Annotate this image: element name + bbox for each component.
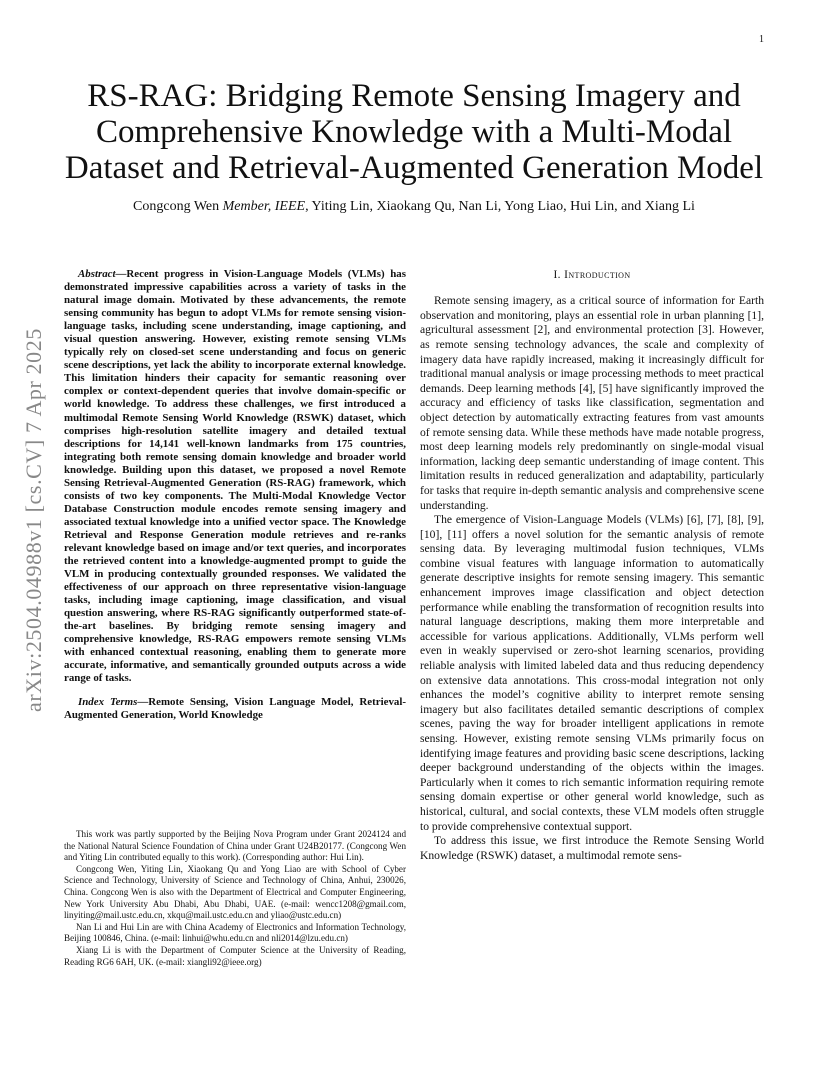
index-terms-lead: Index Terms <box>78 695 138 708</box>
author-list <box>60 198 768 216</box>
arxiv-stamp <box>21 290 45 750</box>
author-first: Congcong Wen <box>133 199 220 214</box>
intro-paragraph: The emergence of Vision-Language Models (VLMs) [6], [7], [8], [9], [10], [11] offers a novel solution for the semantic analysis of remote sensing data. By leveraging multimodal fusion techniques, VLMs combine visual features with language information to automatically generate descriptive insights for remote sensing imagery. This semantic enhancement improves image classification and object detection performance while enabling the transformation of recognition results into natural language descriptions, making them more interpretable and accessible for various applications. Additionally, VLMs perform well even in weakly supervised or zero-shot learning scenarios, providing reliable analysis with limited labeled data and thus reducing dependency on extensive data annotations. This cross-modal integration not only enhances the model’s cognitive ability to interpret remote sensing imagery but also facilitates detailed semantic descriptions of complex scenes, paving the way for broader intelligent applications in remote sensing. However, existing remote sensing VLMs primarily focus on identifying image features and providing basic scene descriptions, lacking deeper background understanding of the objects within the images. Particularly when it comes to rich semantic information requiring remote sensing domain expertise or other general world knowledge, such as historical, cultural, and social contexts, these VLM models often struggle to provide comprehensive contextual support. <box>420 513 764 833</box>
left-column <box>64 268 406 722</box>
footnotes <box>64 829 406 968</box>
author-first-role: Member, IEEE <box>222 199 306 214</box>
abstract-text: —Recent progress in Vision-Language Models (VLMs) has demonstrated impressive capabilities across a variety of tasks in the natural image domain. Motivated by these advancements, the remote sensing community has begun to adopt VLMs for remote sensing vision-language tasks, including scene understanding, image captioning, and visual question answering. However, existing remote sensing VLMs typically rely on closed-set scene understanding and focus on generic scene descriptions, yet lack the ability to incorporate external knowledge. This limitation hinders their capacity for semantic reasoning over complex or context-dependent queries that involve domain-specific or world knowledge. To address these challenges, we first introduced a multimodal Remote Sensing World Knowledge (RSWK) dataset, which comprises high-resolution satellite imagery and detailed textual descriptions for 14,141 well-known landmarks from 175 countries, integrating both remote sensing domain knowledge and broader world knowledge. Building upon this dataset, we proposed a novel Remote Sensing Retrieval-Augmented Generation (RS-RAG) framework, which consists of two key components. The Multi-Modal Knowledge Vector Database Construction module encodes remote sensing imagery and associated textual knowledge into a unified vector space. The Knowledge Retrieval and Response Generation module retrieves and re-ranks relevant knowledge based on image and/or text queries, and incorporates the retrieved content into a knowledge-augmented prompt to guide the VLM in producing contextually grounded responses. We validated the effectiveness of our approach on three representative vision-language tasks, including image captioning, image classification, and visual question answering, where RS-RAG significantly outperformed state-of-the-art baselines. By bridging remote sensing imagery and comprehensive knowledge, RS-RAG empowers remote sensing VLMs with enhanced contextual reasoning, enabling them to generate more accurate, informative, and semantically grounded outputs across a wide range of tasks. <box>64 268 406 685</box>
footnote-funding: This work was partly supported by the Beijing Nova Program under Grant 2024124 and the National Natural Science Foundation of China under Grant U24B20177. (Congcong Wen and Yiting Lin contributed equally to this work). (Corresponding author: Hui Lin). <box>64 829 406 863</box>
abstract <box>64 268 406 686</box>
footnote-affiliation-ustc: Congcong Wen, Yiting Lin, Xiaokang Qu and Yong Liao are with School of Cyber Science and Technology, University of Science and Technology of China, Anhui, 230026, China. Congcong Wen is also with the Department of Electrical and Computer Engineering, New York University Abu Dhabi, Abu Dhabi, UAE. (e-mail: wencc1208@gmail.com, linyiting@mail.ustc.edu.cn, xkqu@mail.ustc.edu.cn and yliao@ustc.edu.cn) <box>64 863 406 921</box>
intro-paragraph: To address this issue, we first introduce the Remote Sensing World Knowledge (RSWK) dataset, a multimodal remote sens- <box>420 834 764 862</box>
footnote-affiliation-caeit: Nan Li and Hui Lin are with China Academy of Electronics and Information Technology, Beijing 100846, China. (e-mail: linhui@whu.edu.cn and nli2014@lzu.edu.cn) <box>64 921 406 944</box>
intro-paragraph: Remote sensing imagery, as a critical source of information for Earth observation and monitoring, plays an essential role in urban planning [1], agricultural assessment [2], and environmental protection [3]. However, as remote sensing technology advances, the scale and complexity of imagery data have rapidly increased, making it increasingly difficult for traditional manual analysis or image processing methods to meet practical demands. Deep learning methods [4], [5] have significantly improved the accuracy and efficiency of tasks like classification, segmentation and object detection by automatically extracting features from vast amounts of remote sensing data. While these methods have made notable progress, most deep learning models rely predominantly on single-modal visual information, lacking deep semantic understanding of image content. This limitation results in reduced generalization and adaptability, particularly for tasks that require in-depth semantic analysis and comprehensive scene understanding. <box>420 294 764 512</box>
arxiv-stamp-text: arXiv:2504.04988v1 [cs.CV] 7 Apr 2025 <box>21 328 46 712</box>
paper-title: RS-RAG: Bridging Remote Sensing Imagery and Comprehensive Knowledge with a Multi-Modal Dataset and Retrieval-Augmented Generation Model <box>64 78 764 186</box>
abstract-lead: Abstract <box>78 268 116 280</box>
index-terms-text: —Remote Sensing, Vision Language Model, Retrieval-Augmented Generation, World Knowledge <box>64 695 406 721</box>
author-rest: , Yiting Lin, Xiaokang Qu, Nan Li, Yong Liao, Hui Lin, and Xiang Li <box>305 199 695 214</box>
page-number: 1 <box>759 34 764 45</box>
index-terms <box>64 696 406 722</box>
footnote-affiliation-reading: Xiang Li is with the Department of Computer Science at the University of Reading, Reading RG6 6AH, UK. (e-mail: xiangli92@ieee.org) <box>64 944 406 967</box>
section-heading: I. Introduction <box>553 269 631 281</box>
right-column <box>420 268 764 863</box>
